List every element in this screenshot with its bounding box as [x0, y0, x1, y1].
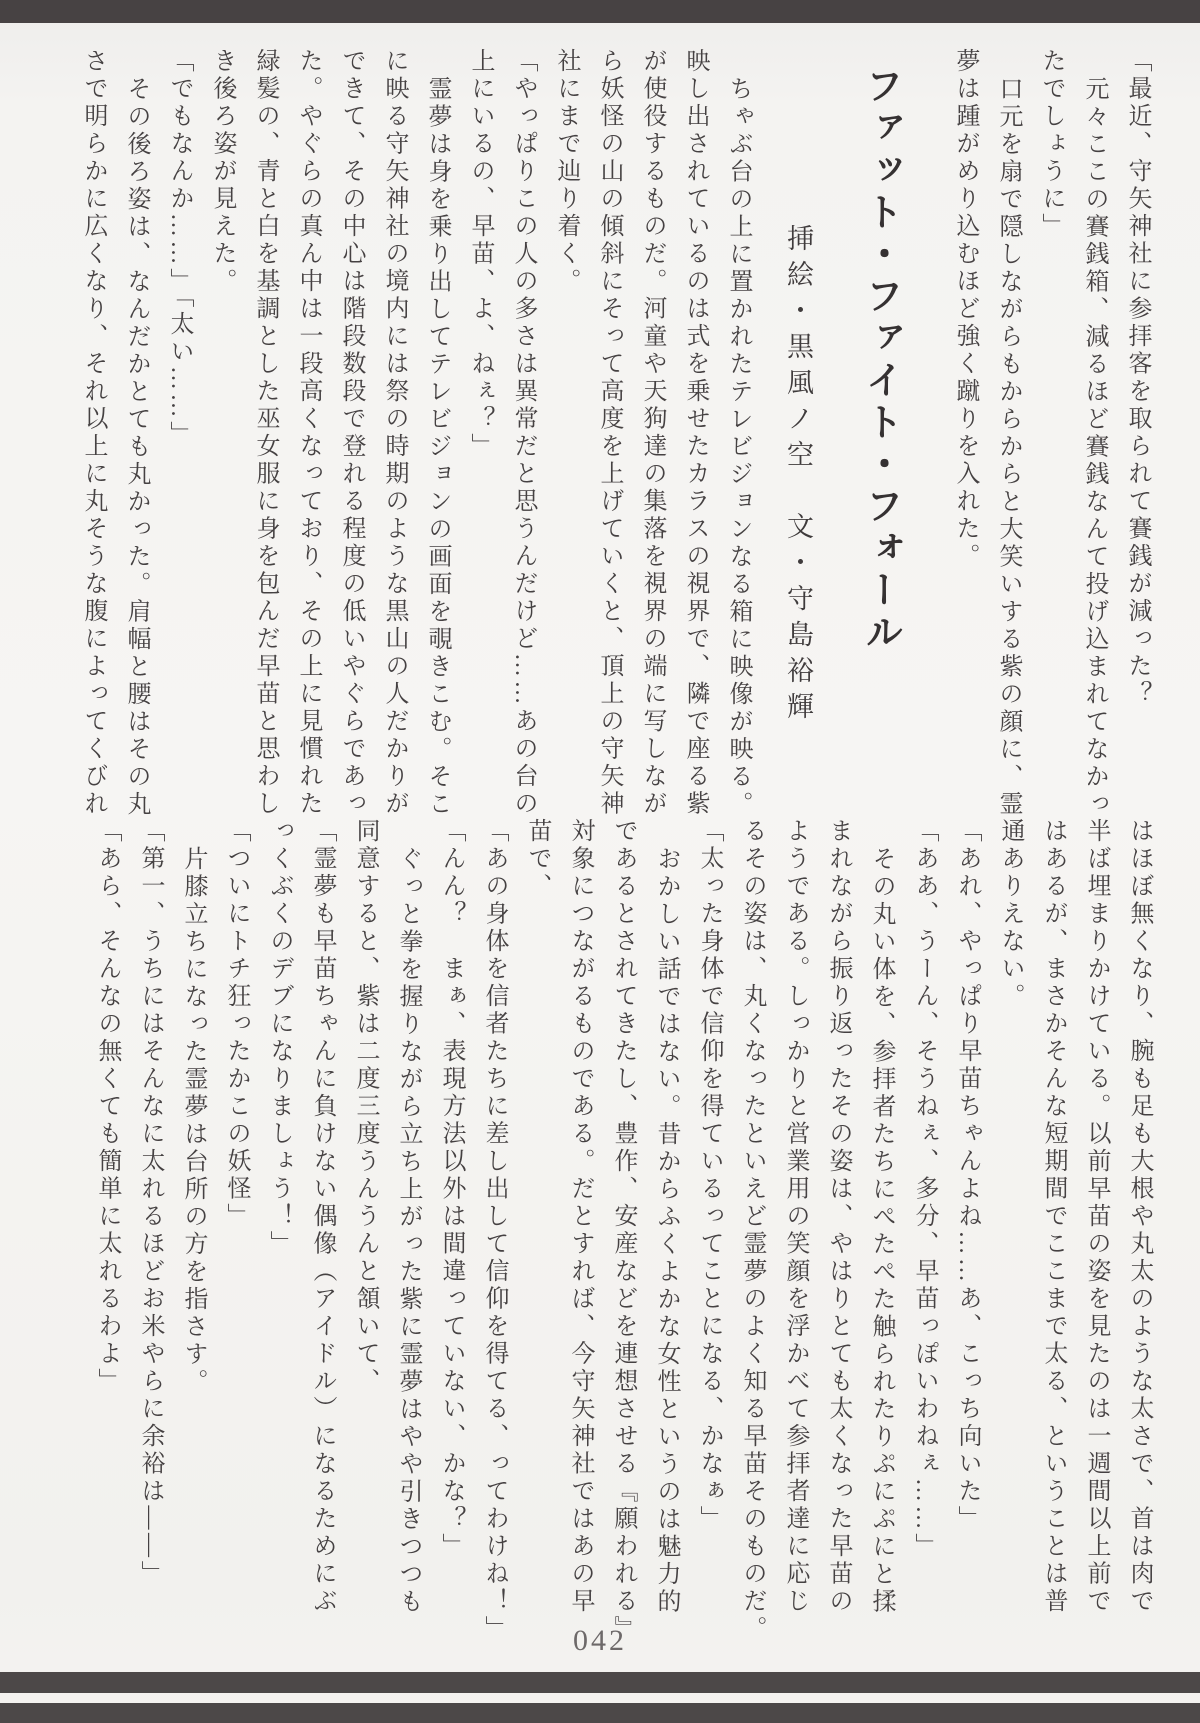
text-column: 「ああ、うーん、そうねぇ、多分、早苗っぽいわねぇ……」: [911, 818, 937, 1561]
text-column: っくぶくのデブになりましょう！」: [266, 818, 292, 1258]
text-column: 「霊夢も早苗ちゃんに負けない偶像（アイドル）になるためにぶ: [309, 818, 335, 1616]
story-credits: 挿絵・黒風ノ空 文・守島裕輝: [783, 224, 813, 728]
text-column: まれながら振り返ったその姿は、やはりとても太くなった早苗の: [825, 818, 851, 1616]
text-column: 「最近、守矢神社に参拝客を取られて賽銭が減った？: [1124, 48, 1150, 708]
text-column: 「あれ、やっぱり早苗ちゃんよね……あ、こっち向いた」: [954, 818, 980, 1533]
story-title: ファット・ファイト・フォール: [859, 66, 901, 654]
text-column: 上にいるの、早苗、よ、ねぇ？」: [467, 48, 493, 461]
text-column: が使役するものだ。河童や天狗達の集落を視界の端に写しなが: [639, 48, 665, 818]
text-column: 通ありえない。: [997, 818, 1023, 1011]
text-column: た。やぐらの真ん中は一段高くなっており、その上に見慣れた: [295, 48, 321, 818]
text-column: であるとされてきたし、豊作、安産などを連想させる『願われる』: [610, 818, 636, 1643]
text-column: 霊夢は身を乗り出してテレビジョンの画面を覗きこむ。そこ: [424, 76, 450, 819]
page-number: 042: [573, 1624, 627, 1657]
text-column: できて、その中心は階段数段で登れる程度の低いやぐらであっ: [338, 48, 364, 818]
text-column: に映る守矢神社の境内には祭の時期のような黒山の人だかりが: [381, 48, 407, 818]
text-column: 対象につながるものである。だとすれば、今守矢神社ではあの早: [567, 818, 593, 1616]
text-column: はほぼ無くなり、腕も足も大根や丸太のような太さで、首は肉で: [1126, 818, 1152, 1616]
footer-bar-lower: [0, 1703, 1200, 1723]
text-column: 「でもなんか……」「太い……」: [166, 48, 192, 449]
text-column: その丸い体を、参拝者たちにぺたぺた触られたりぷにぷにと揉: [868, 846, 894, 1616]
text-column: さで明らかに広くなり、それ以上に丸そうな腹によってくびれ: [80, 48, 106, 818]
text-column: 口元を扇で隠しながらもからからと大笑いする紫の顔に、霊: [995, 76, 1021, 819]
text-column: 苗で、: [524, 818, 550, 901]
text-column: 「第一、うちにはそんなに太れるほどお米やらに余裕は――」: [137, 818, 163, 1588]
text-column: はあるが、まさかそんな短期間でここまで太る、ということは普: [1040, 818, 1066, 1616]
text-column: 「あの身体を信者たちに差し出して信仰を得てる、ってわけね！」: [481, 818, 507, 1643]
text-column: 「やっぱりこの人の多さは異常だと思うんだけど……あの台の: [510, 48, 536, 818]
text-column: 片膝立ちになった霊夢は台所の方を指さす。: [180, 846, 206, 1396]
text-column: たでしょうに」: [1038, 48, 1064, 241]
text-column: 「あら、そんなの無くても簡単に太れるわよ」: [94, 818, 120, 1396]
text-column: 「ついにトチ狂ったかこの妖怪」: [223, 818, 249, 1231]
top-text-band: [71, 48, 1158, 818]
text-column: ら妖怪の山の傾斜にそって高度を上げていくと、頂上の守矢神: [596, 48, 622, 818]
text-column: ようである。しっかりと営業用の笑顔を浮かべて参拝者達に応じ: [782, 818, 808, 1616]
text-column: 半ば埋まりかけている。以前早苗の姿を見たのは一週間以上前で: [1083, 818, 1109, 1616]
text-column: 元々ここの賽銭箱、減るほど賽銭なんて投げ込まれてなかっ: [1081, 76, 1107, 819]
text-column: 同意すると、紫は二度三度うんうんと頷いて、: [352, 818, 378, 1396]
top-black-bar: [0, 0, 1200, 23]
text-column: るその姿は、丸くなったといえど霊夢のよく知る早苗そのものだ。: [739, 818, 765, 1643]
text-column: 「太った身体で信仰を得ているってことになる、かなぁ」: [696, 818, 722, 1533]
bottom-text-band: [85, 818, 1160, 1648]
text-column: 「んん？ まぁ、表現方法以外は間違っていない、かな？」: [438, 818, 464, 1561]
text-column: その後ろ姿は、なんだかとても丸かった。肩幅と腰はその丸: [123, 76, 149, 819]
text-column: おかしい話ではない。昔からふくよかな女性というのは魅力的: [653, 846, 679, 1616]
text-column: 映し出されているのは式を乗せたカラスの視界で、隣で座る紫: [682, 48, 708, 818]
text-column: き後ろ姿が見えた。: [209, 48, 235, 296]
text-column: 緑髪の、青と白を基調とした巫女服に身を包んだ早苗と思わし: [252, 48, 278, 818]
text-column: 夢は踵がめり込むほど強く蹴りを入れた。: [952, 48, 978, 571]
text-column: ぐっと拳を握りながら立ち上がった紫に霊夢はやや引きつつも: [395, 846, 421, 1616]
text-column: ちゃぶ台の上に置かれたテレビジョンなる箱に映像が映る。: [725, 76, 751, 819]
text-column: 社にまで辿り着く。: [553, 48, 579, 296]
footer-bar-upper: [0, 1672, 1200, 1693]
